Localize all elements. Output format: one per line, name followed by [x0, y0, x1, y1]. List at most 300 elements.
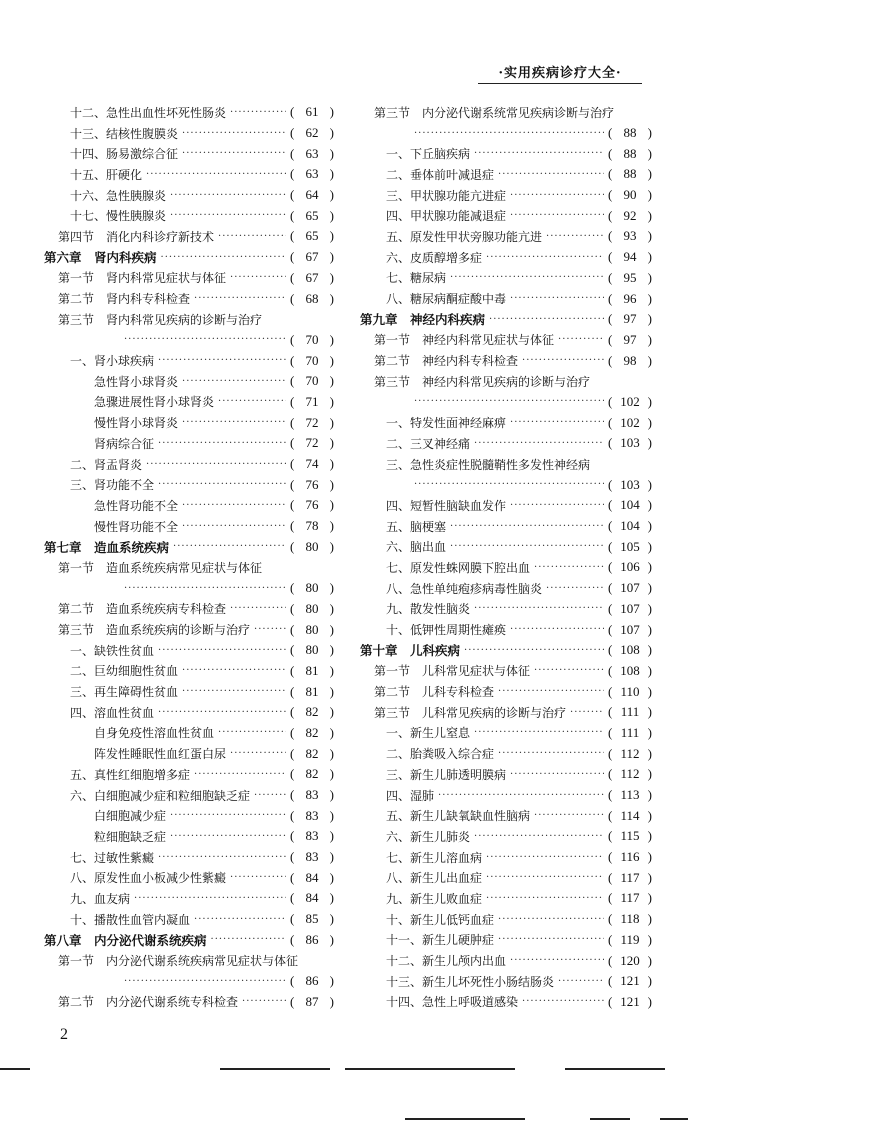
toc-entry — [360, 185, 652, 206]
toc-page-ref: ( 113 ) — [608, 787, 652, 803]
toc-page-ref: ( 85 ) — [290, 911, 334, 927]
toc-entry-title: 十三、新生儿坏死性小肠结肠炎 — [386, 974, 555, 989]
page-number-value: 88 — [623, 166, 637, 182]
page-number-value: 70 — [305, 331, 319, 347]
page-number-value: 113 — [620, 787, 640, 803]
toc-entry-title: 第九章 神经内科疾病 — [360, 312, 486, 328]
dot-leader — [182, 376, 286, 387]
toc-page-ref: ( 63 ) — [290, 166, 334, 182]
toc-page-ref: ( 112 ) — [608, 766, 652, 782]
toc-page-ref: ( 115 ) — [608, 828, 652, 844]
dot-leader — [158, 645, 286, 656]
page-number-value: 74 — [305, 456, 319, 472]
page-number-value: 81 — [305, 662, 319, 678]
page-number-value: 121 — [620, 993, 640, 1009]
page-number-value: 107 — [620, 600, 640, 616]
toc-page-ref: ( 68 ) — [290, 290, 334, 306]
dot-leader — [146, 459, 286, 470]
running-header: ·实用疾病诊疗大全· — [478, 62, 642, 84]
toc-entry-title: 六、皮质醇增多症 — [386, 250, 483, 265]
toc-page-ref: ( 95 ) — [608, 269, 652, 285]
toc-entry-title: 一、新生儿窒息 — [386, 726, 471, 741]
toc-entry-title: 九、血友病 — [70, 891, 131, 906]
toc-entry-title: 慢性肾功能不全 — [94, 519, 179, 534]
toc-page-ref: ( 108 ) — [608, 642, 652, 658]
toc-page-ref: ( 119 ) — [608, 931, 652, 947]
toc-page-ref: ( 71 ) — [290, 393, 334, 409]
toc-page-ref: ( 80 ) — [290, 621, 334, 637]
toc-entry — [360, 826, 652, 847]
page-number-value: 88 — [623, 145, 637, 161]
toc-entry — [44, 578, 334, 599]
toc-entry — [360, 143, 652, 164]
page-number-value: 90 — [623, 187, 637, 203]
page-number-value: 82 — [305, 704, 319, 720]
toc-entry-title: 第十章 儿科疾病 — [360, 643, 461, 659]
toc-entry-title: 第三节 儿科常见疾病的诊断与治疗 — [374, 705, 567, 720]
toc-entry-title: 第二节 神经内科专科检查 — [374, 354, 519, 369]
page-number-value: 103 — [620, 476, 640, 492]
toc-entry — [360, 288, 652, 309]
toc-page-ref: ( 83 ) — [290, 787, 334, 803]
page-number-value: 112 — [620, 745, 640, 761]
toc-entry — [360, 578, 652, 599]
dot-leader — [486, 852, 604, 863]
toc-entry-title: 第六章 肾内科疾病 — [44, 250, 157, 266]
toc-page-ref: ( 80 ) — [290, 580, 334, 596]
toc-page-ref: ( 70 ) — [290, 352, 334, 368]
toc-entry-title: 第三节 肾内科常见疾病的诊断与治疗 — [58, 312, 263, 327]
dot-leader — [194, 293, 286, 304]
toc-page-ref: ( 92 ) — [608, 207, 652, 223]
dot-leader — [474, 603, 604, 614]
toc-page-ref: ( 81 ) — [290, 662, 334, 678]
toc-entry — [44, 661, 334, 682]
toc-entry — [44, 309, 334, 330]
toc-entry-title: 十三、结核性腹膜炎 — [70, 126, 179, 141]
page-number-value: 105 — [620, 538, 640, 554]
toc-entry-title: 急性肾功能不全 — [94, 498, 179, 513]
toc-entry — [44, 950, 334, 971]
toc-entry — [360, 785, 652, 806]
toc-page-ref: ( 106 ) — [608, 559, 652, 575]
toc-entry-title: 第二节 造血系统疾病专科检查 — [58, 602, 227, 617]
toc-chapter-entry — [360, 309, 652, 330]
dot-leader — [414, 396, 604, 407]
dot-leader — [124, 334, 286, 345]
toc-page-ref: ( 121 ) — [608, 973, 652, 989]
toc-page-ref: ( 67 ) — [290, 269, 334, 285]
page-number-value: 65 — [305, 207, 319, 223]
toc-entry-title: 七、新生儿溶血病 — [386, 850, 483, 865]
toc-page-ref: ( 110 ) — [608, 683, 652, 699]
toc-page-ref: ( 103 ) — [608, 476, 652, 492]
toc-entry — [360, 557, 652, 578]
toc-entry — [44, 743, 334, 764]
toc-entry — [360, 412, 652, 433]
toc-page-ref: ( 83 ) — [290, 807, 334, 823]
toc-page-ref: ( 82 ) — [290, 766, 334, 782]
toc-page-ref: ( 90 ) — [608, 187, 652, 203]
toc-page-ref: ( 63 ) — [290, 145, 334, 161]
toc-entry-title: 第一节 儿科常见症状与体征 — [374, 664, 531, 679]
toc-entry — [44, 764, 334, 785]
toc-left-column — [44, 102, 334, 1012]
toc-page-ref: ( 98 ) — [608, 352, 652, 368]
toc-page-ref: ( 80 ) — [290, 600, 334, 616]
toc-entry — [44, 516, 334, 537]
toc-entry-title: 八、新生儿出血症 — [386, 871, 483, 886]
toc-entry-title: 二、肾盂肾炎 — [70, 457, 143, 472]
page-number-value: 76 — [305, 476, 319, 492]
toc-page-ref: ( 81 ) — [290, 683, 334, 699]
toc-entry — [360, 764, 652, 785]
toc-entry-title: 第七章 造血系统疾病 — [44, 539, 170, 555]
dot-leader — [570, 707, 604, 718]
dot-leader — [158, 438, 286, 449]
toc-page-ref: ( 108 ) — [608, 662, 652, 678]
dot-leader — [158, 852, 286, 863]
dot-leader — [546, 231, 604, 242]
toc-entry-title: 三、再生障碍性贫血 — [70, 685, 179, 700]
toc-page-ref: ( 114 ) — [608, 807, 652, 823]
dot-leader — [230, 603, 286, 614]
page-number-value: 111 — [620, 724, 640, 740]
toc-entry — [44, 185, 334, 206]
toc-entry — [360, 392, 652, 413]
toc-entry-title: 五、新生儿缺氧缺血性脑病 — [386, 809, 531, 824]
toc-entry-title: 第二节 肾内科专科检查 — [58, 292, 191, 307]
toc-page-ref: ( 84 ) — [290, 869, 334, 885]
dot-leader — [170, 190, 286, 201]
toc-page-ref: ( 107 ) — [608, 600, 652, 616]
page-number-value: 92 — [623, 207, 637, 223]
toc-entry-title: 七、原发性蛛网膜下腔出血 — [386, 560, 531, 575]
toc-page-ref: ( 80 ) — [290, 642, 334, 658]
toc-page-ref: ( 102 ) — [608, 414, 652, 430]
toc-entry-title: 四、甲状腺功能减退症 — [386, 209, 507, 224]
dot-leader — [486, 252, 604, 263]
dot-leader — [230, 748, 286, 759]
toc-entry-title: 一、肾小球疾病 — [70, 354, 155, 369]
dot-leader — [182, 128, 286, 139]
toc-right-column — [360, 102, 652, 1012]
scan-artifact-line — [565, 1068, 665, 1070]
dot-leader — [158, 355, 286, 366]
page-number-value: 98 — [623, 352, 637, 368]
toc-chapter-entry — [44, 247, 334, 268]
page-number-value: 83 — [305, 787, 319, 803]
dot-leader — [474, 727, 604, 738]
page-number-value: 70 — [305, 373, 319, 389]
toc-entry-title: 一、特发性面神经麻痹 — [386, 416, 507, 431]
dot-leader — [534, 665, 604, 676]
dot-leader — [558, 334, 604, 345]
dot-leader — [510, 417, 604, 428]
toc-page-ref: ( 94 ) — [608, 249, 652, 265]
dot-leader — [194, 914, 286, 925]
scan-artifact-line — [0, 1068, 30, 1070]
toc-page-ref: ( 88 ) — [608, 145, 652, 161]
dot-leader — [173, 541, 286, 552]
toc-entry-title: 阵发性睡眠性血红蛋白尿 — [94, 747, 227, 762]
page-number-value: 96 — [623, 290, 637, 306]
dot-leader — [498, 934, 604, 945]
toc-page-ref: ( 121 ) — [608, 993, 652, 1009]
toc-entry — [44, 433, 334, 454]
page-number-value: 102 — [620, 414, 640, 430]
page-number-value: 97 — [623, 331, 637, 347]
toc-entry-title: 七、过敏性紫癜 — [70, 850, 155, 865]
dot-leader — [182, 500, 286, 511]
toc-entry — [44, 454, 334, 475]
page-number-value: 80 — [305, 600, 319, 616]
dot-leader — [534, 562, 604, 573]
dot-leader — [124, 976, 286, 987]
page-number-value: 121 — [620, 973, 640, 989]
page-number-value: 80 — [305, 642, 319, 658]
toc-page-ref: ( 72 ) — [290, 435, 334, 451]
page-number-value: 83 — [305, 807, 319, 823]
toc-entry — [360, 930, 652, 951]
dot-leader — [438, 790, 604, 801]
page-number-value: 82 — [305, 724, 319, 740]
page-number-value: 82 — [305, 766, 319, 782]
page-number-value: 107 — [620, 580, 640, 596]
toc-entry — [44, 143, 334, 164]
toc-entry-title: 五、原发性甲状旁腺功能亢进 — [386, 229, 543, 244]
dot-leader — [450, 541, 604, 552]
dot-leader — [254, 624, 286, 635]
toc-entry-title: 九、新生儿败血症 — [386, 891, 483, 906]
page-number-value: 84 — [305, 890, 319, 906]
toc-entry-title: 六、白细胞减少症和粒细胞缺乏症 — [70, 788, 251, 803]
toc-page-ref: ( 72 ) — [290, 414, 334, 430]
scan-artifact-line — [590, 1118, 630, 1120]
toc-entry-title: 八、糖尿病酮症酸中毒 — [386, 292, 507, 307]
page-number-value: 86 — [305, 931, 319, 947]
toc-entry — [360, 971, 652, 992]
toc-page-ref: ( 74 ) — [290, 456, 334, 472]
page-number-value: 114 — [620, 807, 640, 823]
dot-leader — [194, 769, 286, 780]
toc-entry — [44, 599, 334, 620]
toc-entry — [44, 971, 334, 992]
toc-entry-title: 十五、肝硬化 — [70, 167, 143, 182]
page-number-value: 103 — [620, 435, 640, 451]
toc-entry — [44, 205, 334, 226]
toc-entry — [44, 702, 334, 723]
page-number-value: 80 — [305, 621, 319, 637]
dot-leader — [486, 872, 604, 883]
toc-entry-title: 二、垂体前叶减退症 — [386, 167, 495, 182]
toc-entry — [360, 433, 652, 454]
toc-page-ref: ( 104 ) — [608, 497, 652, 513]
toc-entry — [44, 392, 334, 413]
dot-leader — [161, 252, 286, 263]
toc-entry-title: 十、播散性血管内凝血 — [70, 912, 191, 927]
toc-entry — [44, 785, 334, 806]
scan-artifact-line — [405, 1118, 525, 1120]
toc-page-ref: ( 62 ) — [290, 125, 334, 141]
toc-entry-title: 六、脑出血 — [386, 540, 447, 555]
toc-entry — [360, 102, 652, 123]
toc-entry — [44, 412, 334, 433]
toc-entry-title: 三、甲状腺功能亢进症 — [386, 188, 507, 203]
toc-page-ref: ( 83 ) — [290, 849, 334, 865]
scan-artifact-line — [660, 1118, 688, 1120]
toc-page-ref: ( 86 ) — [290, 931, 334, 947]
toc-entry-title: 二、三叉神经痛 — [386, 436, 471, 451]
toc-entry-title: 四、湿肺 — [386, 788, 435, 803]
toc-chapter-entry — [44, 536, 334, 557]
dot-leader — [182, 665, 286, 676]
dot-leader — [170, 810, 286, 821]
toc-entry — [44, 992, 334, 1013]
page-number-value: 107 — [620, 621, 640, 637]
toc-entry-title: 第三节 造血系统疾病的诊断与治疗 — [58, 623, 251, 638]
dot-leader — [182, 148, 286, 159]
toc-page-ref: ( 102 ) — [608, 393, 652, 409]
toc-page-ref: ( 96 ) — [608, 290, 652, 306]
dot-leader — [510, 624, 604, 635]
toc-entry-title: 八、急性单纯疱疹病毒性脑炎 — [386, 581, 543, 596]
toc-page-ref: ( 117 ) — [608, 890, 652, 906]
toc-entry — [360, 330, 652, 351]
page-number-value: 118 — [620, 911, 640, 927]
page-number-value: 117 — [620, 890, 640, 906]
page-number-value: 67 — [305, 269, 319, 285]
toc-entry-title: 第二节 内分泌代谢系统专科检查 — [58, 995, 239, 1010]
toc-entry-title: 第一节 神经内科常见症状与体征 — [374, 333, 555, 348]
dot-leader — [522, 996, 604, 1007]
toc-entry-title: 十六、急性胰腺炎 — [70, 188, 167, 203]
toc-page-ref: ( 111 ) — [608, 704, 652, 720]
page-number-value: 71 — [305, 393, 319, 409]
page-number-value: 88 — [623, 125, 637, 141]
toc-entry — [44, 268, 334, 289]
toc-page-ref: ( 67 ) — [290, 249, 334, 265]
toc-entry-title: 二、巨幼细胞性贫血 — [70, 664, 179, 679]
page-number-value: 68 — [305, 290, 319, 306]
scan-artifact-line — [220, 1068, 330, 1070]
toc-entry-title: 十七、慢性胰腺炎 — [70, 209, 167, 224]
toc-entry — [360, 805, 652, 826]
dot-leader — [170, 831, 286, 842]
page-number-value: 61 — [305, 104, 319, 120]
toc-entry-title: 八、原发性血小板减少性紫癜 — [70, 871, 227, 886]
dot-leader — [534, 810, 604, 821]
dot-leader — [230, 872, 286, 883]
page-number-value: 62 — [305, 125, 319, 141]
toc-entry-title: 自身免疫性溶血性贫血 — [94, 726, 215, 741]
page-number-value: 104 — [620, 497, 640, 513]
page-number-value: 97 — [623, 311, 637, 327]
toc-entry — [360, 268, 652, 289]
toc-entry — [360, 474, 652, 495]
toc-entry-title: 九、散发性脑炎 — [386, 602, 471, 617]
toc-entry-title: 一、下丘脑疾病 — [386, 147, 471, 162]
toc-page-ref: ( 116 ) — [608, 849, 652, 865]
dot-leader — [498, 686, 604, 697]
page-number-value: 104 — [620, 518, 640, 534]
dot-leader — [254, 790, 286, 801]
toc-entry — [360, 681, 652, 702]
toc-entry-title: 六、新生儿肺炎 — [386, 829, 471, 844]
dot-leader — [218, 396, 286, 407]
toc-entry — [360, 661, 652, 682]
dot-leader — [450, 272, 604, 283]
page-number-value: 120 — [620, 952, 640, 968]
toc-entry-title: 急骤进展性肾小球肾炎 — [94, 395, 215, 410]
page-number-value: 78 — [305, 518, 319, 534]
page-number-value: 72 — [305, 414, 319, 430]
dot-leader — [134, 893, 286, 904]
toc-page-ref: ( 76 ) — [290, 476, 334, 492]
dot-leader — [489, 314, 604, 325]
toc-page-ref: ( 84 ) — [290, 890, 334, 906]
dot-leader — [474, 438, 604, 449]
page-number-value: 117 — [620, 869, 640, 885]
toc-entry-title: 三、新生儿肺透明膜病 — [386, 767, 507, 782]
dot-leader — [474, 148, 604, 159]
toc-page-ref: ( 97 ) — [608, 331, 652, 347]
toc-page-ref: ( 120 ) — [608, 952, 652, 968]
toc-page-ref: ( 82 ) — [290, 704, 334, 720]
toc-entry — [44, 288, 334, 309]
page-number-value: 116 — [620, 849, 640, 865]
dot-leader — [218, 727, 286, 738]
toc-entry — [360, 123, 652, 144]
toc-entry-title: 十四、肠易激综合征 — [70, 147, 179, 162]
dot-leader — [211, 934, 286, 945]
dot-leader — [498, 169, 604, 180]
toc-page-ref: ( 118 ) — [608, 911, 652, 927]
toc-entry — [360, 599, 652, 620]
page-number-value: 83 — [305, 828, 319, 844]
toc-entry — [44, 826, 334, 847]
page-number-value: 115 — [620, 828, 640, 844]
dot-leader — [414, 479, 604, 490]
dot-leader — [230, 272, 286, 283]
page-number-value: 87 — [305, 993, 319, 1009]
toc-entry — [44, 681, 334, 702]
toc-entry-title: 粒细胞缺乏症 — [94, 829, 167, 844]
dot-leader — [450, 521, 604, 532]
dot-leader — [182, 417, 286, 428]
toc-page-ref: ( 111 ) — [608, 724, 652, 740]
dot-leader — [414, 128, 604, 139]
toc-entry-title: 急性肾小球肾炎 — [94, 374, 179, 389]
page-number-value: 111 — [620, 704, 640, 720]
toc-page-ref: ( 87 ) — [290, 993, 334, 1009]
toc-page-ref: ( 112 ) — [608, 745, 652, 761]
dot-leader — [464, 645, 604, 656]
page-number-value: 94 — [623, 249, 637, 265]
page-number-value: 84 — [305, 869, 319, 885]
scan-artifact-line — [345, 1068, 515, 1070]
toc-page-ref: ( 107 ) — [608, 580, 652, 596]
toc-entry — [360, 847, 652, 868]
dot-leader — [558, 976, 604, 987]
page-number-value: 81 — [305, 683, 319, 699]
toc-entry — [360, 702, 652, 723]
page-number: 2 — [60, 1026, 68, 1043]
page-number-value: 76 — [305, 497, 319, 513]
dot-leader — [230, 107, 286, 118]
page-number-value: 110 — [620, 683, 640, 699]
dot-leader — [510, 955, 604, 966]
